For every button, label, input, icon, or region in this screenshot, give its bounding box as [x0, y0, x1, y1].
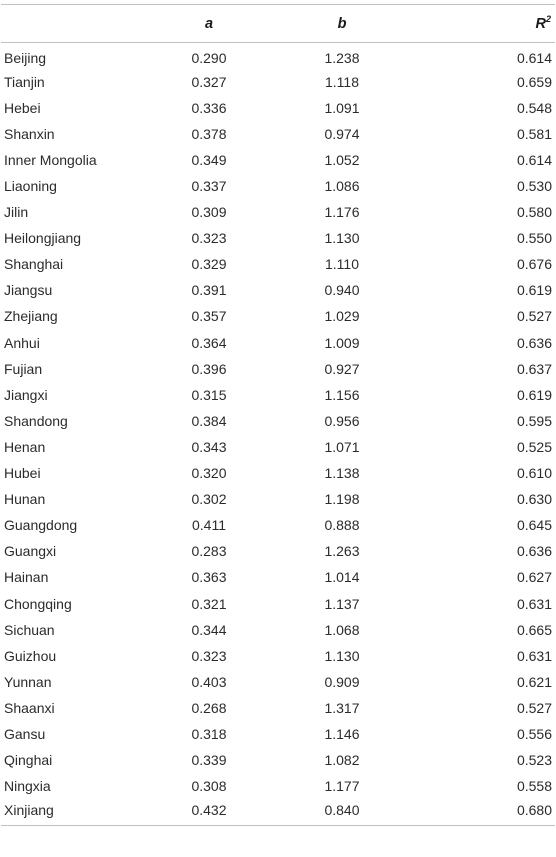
r-squared-value-cell: 0.676 — [516, 256, 552, 273]
region-name-cell: Sichuan — [4, 621, 55, 638]
table-row — [1, 330, 555, 356]
region-name-cell: Liaoning — [4, 178, 57, 195]
table-row — [1, 382, 555, 408]
r-squared-value-cell: 0.527 — [516, 308, 552, 325]
table-row — [1, 695, 555, 721]
r-squared-value-cell: 0.530 — [516, 178, 552, 195]
a-value-cell: 0.336 — [191, 99, 227, 116]
b-value-cell: 0.888 — [324, 517, 360, 534]
r-squared-value-cell: 0.645 — [516, 517, 552, 534]
region-name-cell: Xinjiang — [1, 799, 151, 825]
table-row — [1, 747, 555, 773]
region-name-cell: Chongqing — [4, 595, 72, 612]
r-squared-value-cell: 0.636 — [516, 334, 552, 351]
b-value-cell: 1.198 — [324, 491, 360, 508]
a-value-cell: 0.364 — [191, 334, 227, 351]
table-row — [1, 251, 555, 277]
header-row — [1, 5, 555, 43]
table-row — [1, 95, 555, 121]
b-value-cell: 1.082 — [324, 752, 360, 769]
regression-coefficients-table — [1, 4, 555, 826]
region-name-cell: Jiangxi — [4, 386, 48, 403]
b-value-cell: 0.909 — [324, 673, 360, 690]
table-row — [1, 199, 555, 225]
r-squared-value-cell: 0.548 — [516, 99, 552, 116]
region-name-cell: Henan — [4, 438, 46, 455]
region-name-cell: Guangxi — [4, 543, 57, 560]
a-value-cell: 0.308 — [191, 778, 227, 795]
a-value-cell: 0.384 — [191, 412, 227, 429]
region-name-cell: Ningxia — [4, 778, 51, 795]
table-row — [1, 434, 555, 460]
r-squared-value-cell: 0.614 — [516, 151, 552, 168]
region-name-cell: Inner Mongolia — [4, 151, 97, 168]
table-row — [1, 43, 555, 69]
region-name-cell: Fujian — [4, 360, 43, 377]
region-name-cell: Guizhou — [4, 647, 57, 664]
region-name-cell: Hubei — [4, 465, 41, 482]
r-squared-value-cell: 0.627 — [516, 569, 552, 586]
table-row — [1, 486, 555, 512]
r-squared-value-cell: 0.659 — [516, 73, 552, 90]
header-r-superscript: 2 — [545, 13, 551, 24]
b-value-cell: 1.130 — [324, 230, 360, 247]
table-row — [1, 590, 555, 616]
a-value-cell: 0.357 — [191, 308, 227, 325]
a-value-cell: 0.309 — [191, 204, 227, 221]
region-name-cell: Qinghai — [4, 752, 53, 769]
r-squared-value-cell: 0.527 — [516, 699, 552, 716]
b-value-cell: 0.974 — [324, 125, 360, 142]
b-value-cell: 1.068 — [324, 621, 360, 638]
table-row — [1, 773, 555, 799]
b-value-cell: 1.156 — [324, 386, 360, 403]
b-value-cell: 1.071 — [324, 438, 360, 455]
a-value-cell: 0.323 — [191, 647, 227, 664]
b-value-cell: 1.052 — [324, 151, 360, 168]
region-name-cell: Beijing — [4, 49, 47, 66]
header-r-squared — [417, 5, 555, 43]
r-squared-value-cell: 0.631 — [516, 595, 552, 612]
a-value-cell: 0.344 — [191, 621, 227, 638]
b-value-cell: 0.956 — [324, 412, 360, 429]
b-value-cell: 1.146 — [324, 725, 360, 742]
table-row — [1, 721, 555, 747]
a-value-cell: 0.315 — [191, 386, 227, 403]
a-value-cell: 0.396 — [191, 360, 227, 377]
b-value-cell: 1.118 — [325, 73, 359, 90]
a-value-cell: 0.290 — [191, 49, 227, 66]
b-value-cell: 0.927 — [324, 360, 360, 377]
a-value-cell: 0.302 — [191, 491, 227, 508]
a-value-cell: 0.349 — [191, 151, 227, 168]
table-row — [1, 669, 555, 695]
b-value-cell: 1.177 — [324, 778, 360, 795]
region-name-cell: Gansu — [4, 725, 46, 742]
a-value-cell: 0.268 — [191, 699, 227, 716]
region-name-cell: Guangdong — [4, 517, 78, 534]
b-value-cell: 1.238 — [324, 49, 360, 66]
b-value-cell: 1.130 — [324, 647, 360, 664]
b-value-cell: 1.086 — [324, 178, 360, 195]
table-row — [1, 799, 555, 825]
table-row — [1, 147, 555, 173]
b-value-cell: 1.014 — [324, 569, 360, 586]
region-name-cell: Jilin — [4, 204, 29, 221]
table-row — [1, 277, 555, 303]
region-name-cell: Shanxin — [4, 125, 55, 142]
r-squared-value-cell: 0.621 — [516, 673, 552, 690]
table-row — [1, 512, 555, 538]
a-value-cell: 0.391 — [191, 282, 227, 299]
a-value-cell: 0.403 — [191, 673, 227, 690]
r-squared-value-cell: 0.550 — [516, 230, 552, 247]
region-name-cell: Shaanxi — [4, 699, 55, 716]
b-value-cell: 1.263 — [324, 543, 360, 560]
r-squared-value-cell: 0.619 — [516, 282, 552, 299]
r-squared-value-cell: 0.630 — [516, 491, 552, 508]
a-value-cell: 0.318 — [191, 725, 227, 742]
table-row — [1, 356, 555, 382]
r-squared-value-cell: 0.636 — [516, 543, 552, 560]
region-name-cell: Hebei — [4, 99, 41, 116]
table-row — [1, 538, 555, 564]
a-value-cell: 0.378 — [191, 125, 227, 142]
header-b: b — [267, 5, 417, 43]
a-value-cell: 0.323 — [191, 230, 227, 247]
region-name-cell: Shanghai — [4, 256, 64, 273]
region-name-cell: Tianjin — [4, 73, 45, 90]
b-value-cell: 0.940 — [324, 282, 360, 299]
b-value-cell: 0.840 — [267, 799, 417, 825]
header-r-base: R — [535, 15, 546, 32]
r-squared-value-cell: 0.665 — [516, 621, 552, 638]
a-value-cell: 0.321 — [191, 595, 227, 612]
a-value-cell: 0.320 — [191, 465, 227, 482]
region-name-cell: Hunan — [4, 491, 46, 508]
b-value-cell: 1.091 — [324, 99, 360, 116]
table-header — [1, 5, 555, 43]
region-name-cell: Hainan — [4, 569, 49, 586]
table-row — [1, 408, 555, 434]
r-squared-value-cell: 0.595 — [516, 412, 552, 429]
table-row — [1, 225, 555, 251]
region-name-cell: Zhejiang — [4, 308, 58, 325]
b-value-cell: 1.137 — [324, 595, 360, 612]
a-value-cell: 0.337 — [191, 178, 227, 195]
r-squared-value-cell: 0.637 — [516, 360, 552, 377]
table-row — [1, 617, 555, 643]
region-name-cell: Anhui — [4, 334, 40, 351]
a-value-cell: 0.283 — [191, 543, 227, 560]
header-a: a — [151, 5, 267, 43]
a-value-cell: 0.327 — [191, 73, 227, 90]
header-region — [1, 5, 151, 43]
table-row — [1, 121, 555, 147]
region-name-cell: Heilongjiang — [4, 230, 82, 247]
b-value-cell: 1.110 — [325, 256, 359, 273]
b-value-cell: 1.138 — [324, 465, 360, 482]
region-name-cell: Jiangsu — [4, 282, 53, 299]
region-name-cell: Yunnan — [4, 673, 52, 690]
a-value-cell: 0.432 — [151, 799, 267, 825]
region-name-cell: Shandong — [4, 412, 68, 429]
r-squared-value-cell: 0.525 — [516, 438, 552, 455]
r-squared-value-cell: 0.581 — [516, 125, 552, 142]
r-squared-value-cell: 0.614 — [516, 49, 552, 66]
b-value-cell: 1.317 — [324, 699, 360, 716]
table-row — [1, 564, 555, 590]
a-value-cell: 0.343 — [191, 438, 227, 455]
b-value-cell: 1.029 — [324, 308, 360, 325]
b-value-cell: 1.009 — [324, 334, 360, 351]
table-row — [1, 643, 555, 669]
table-body — [1, 43, 555, 826]
a-value-cell: 0.329 — [191, 256, 227, 273]
r-squared-value-cell: 0.556 — [516, 725, 552, 742]
r-squared-value-cell: 0.619 — [516, 386, 552, 403]
r-squared-value-cell: 0.580 — [516, 204, 552, 221]
table-row — [1, 303, 555, 329]
r-squared-value-cell: 0.610 — [516, 465, 552, 482]
a-value-cell: 0.363 — [191, 569, 227, 586]
a-value-cell: 0.339 — [191, 752, 227, 769]
r-squared-value-cell: 0.558 — [516, 778, 552, 795]
b-value-cell: 1.176 — [324, 204, 360, 221]
table-row — [1, 173, 555, 199]
r-squared-value-cell: 0.523 — [516, 752, 552, 769]
a-value-cell: 0.411 — [192, 517, 226, 534]
r-squared-value-cell: 0.631 — [516, 647, 552, 664]
table-row — [1, 69, 555, 95]
r-squared-value-cell: 0.680 — [417, 799, 555, 825]
table-row — [1, 460, 555, 486]
